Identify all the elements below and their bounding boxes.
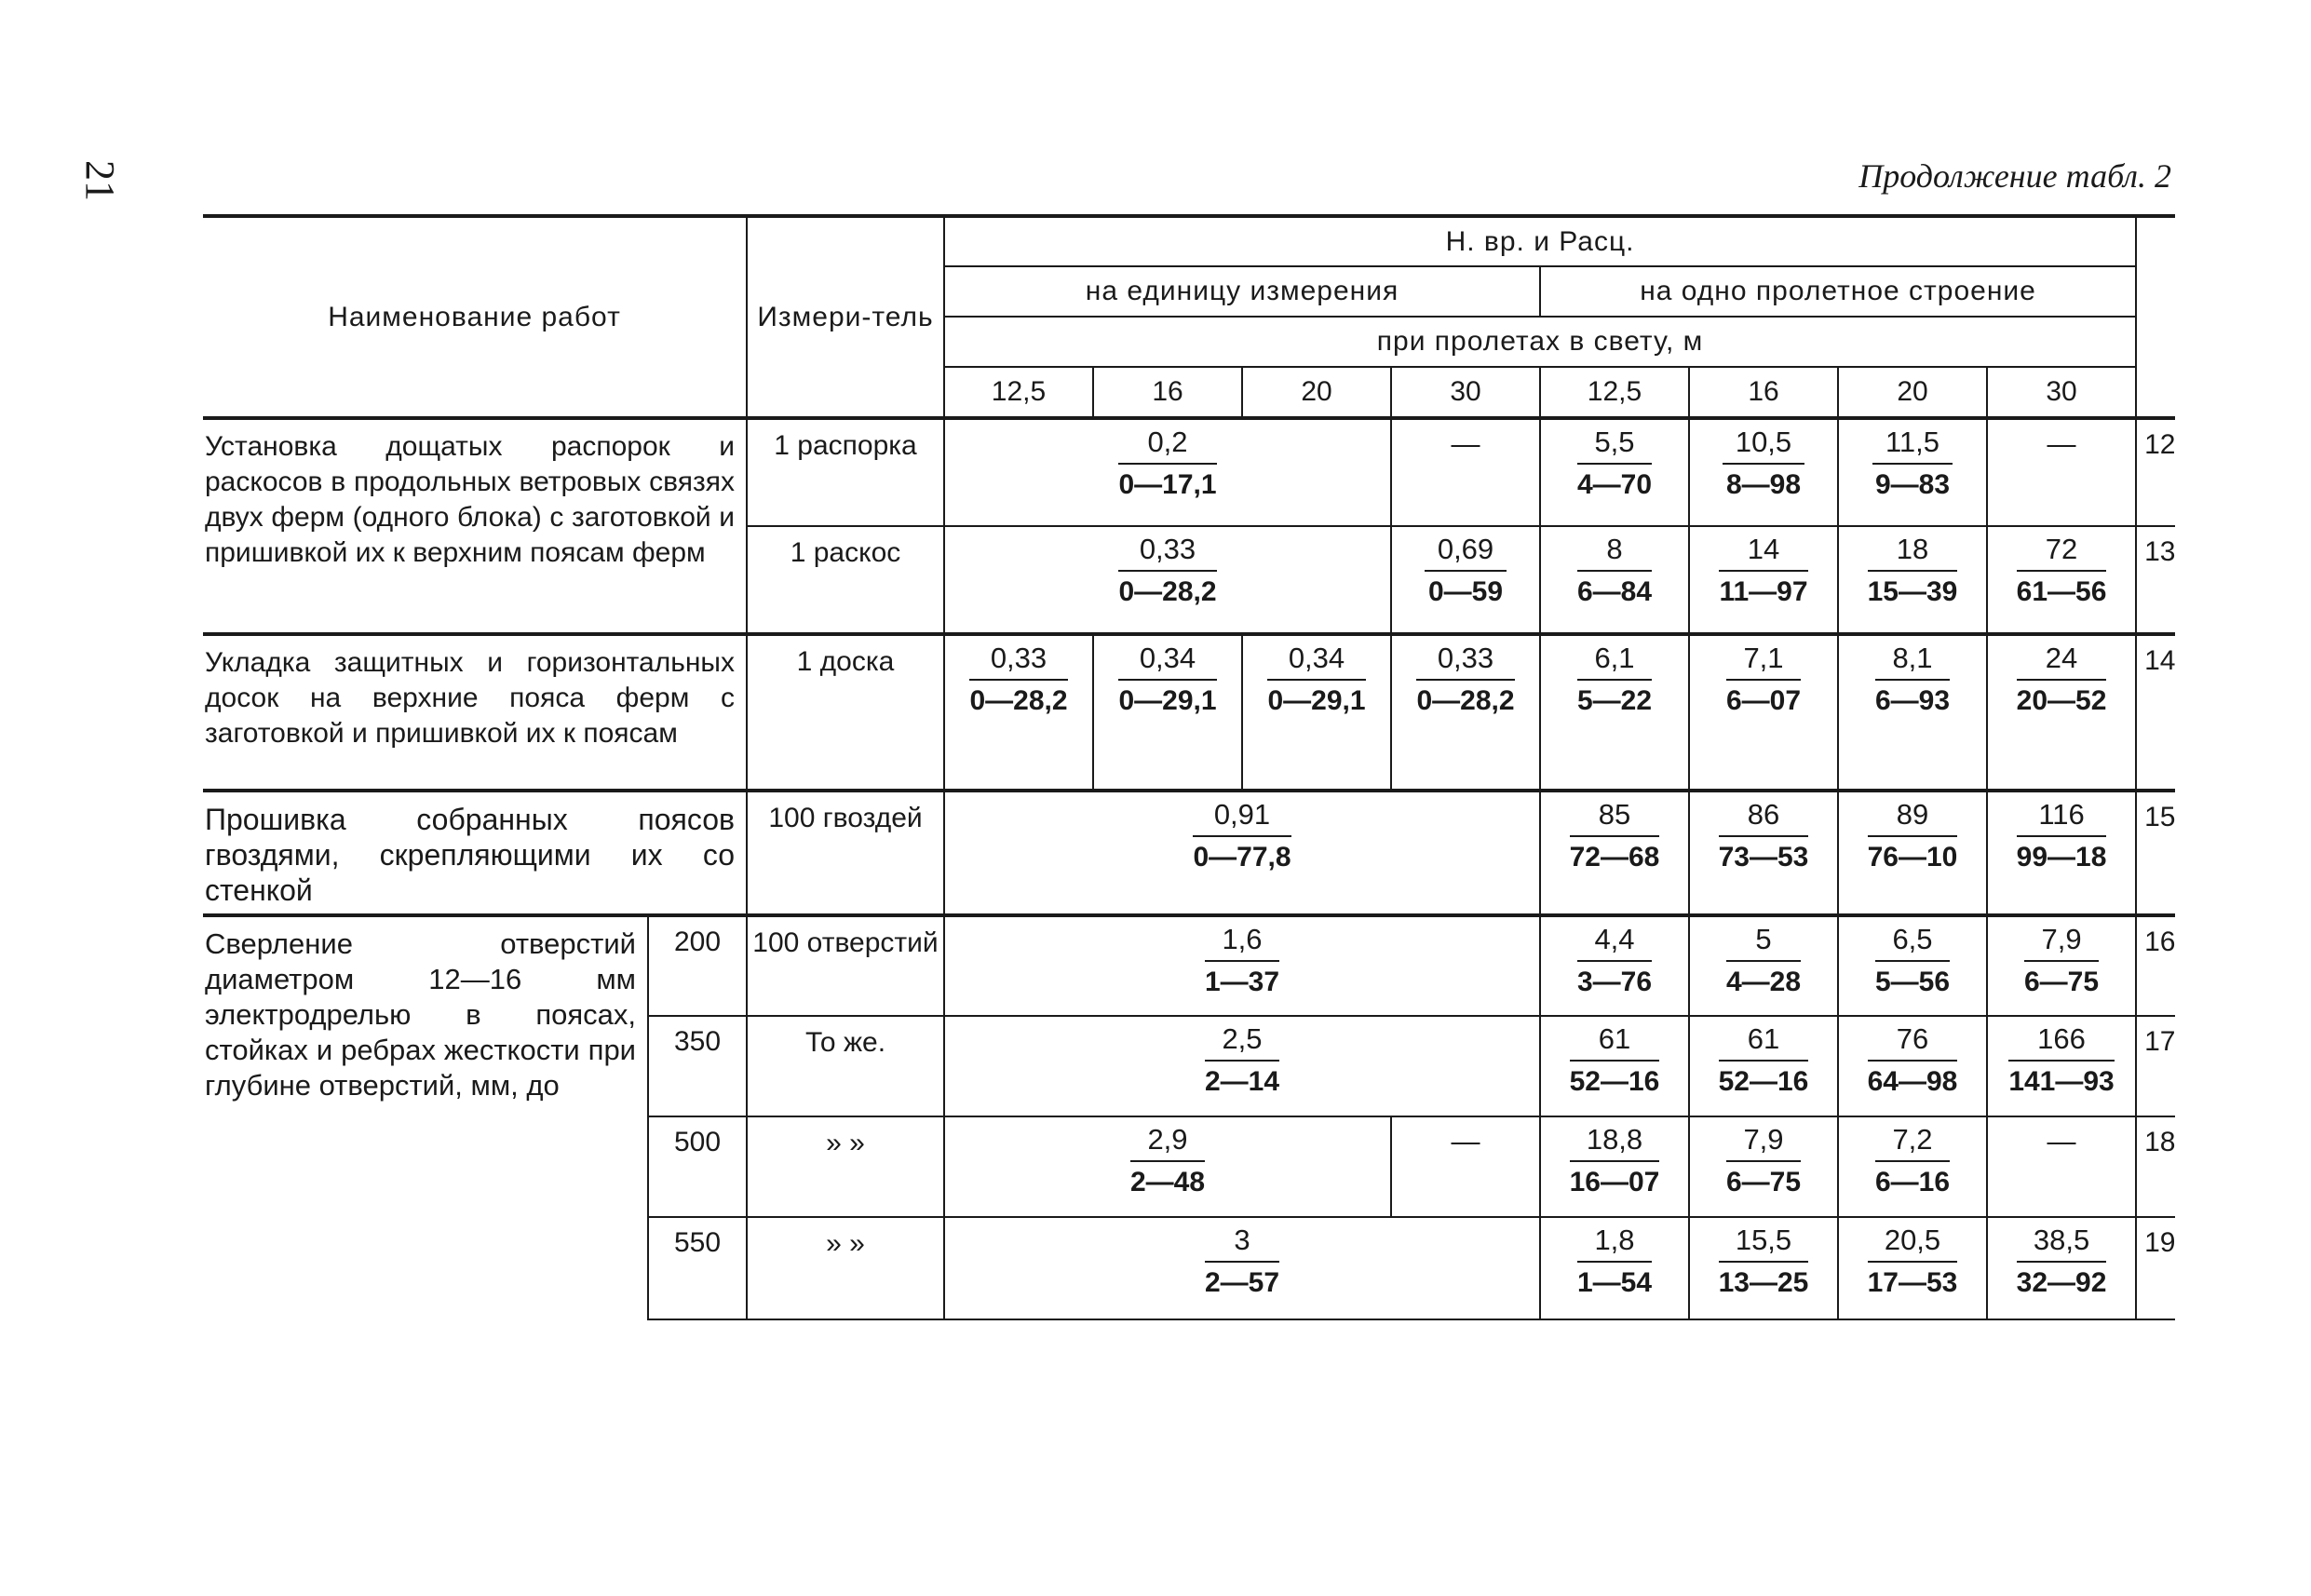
norm-fraction: $\frac{38,5}{32—92}$ — [2016, 1224, 2107, 1298]
work-name: Прошивка собранных поясов гвоздями, скрепляющими их со стенкой — [203, 791, 747, 915]
header-index-blank — [2136, 216, 2175, 418]
header-per-unit: на единицу измерения — [944, 266, 1540, 317]
norm-fraction: $\frac{2,9}{2—48}$ — [1129, 1123, 1206, 1197]
empty-dash: — — [2047, 1125, 2076, 1157]
norm-fraction: $\frac{8,1}{6—93}$ — [1874, 642, 1951, 716]
drill-depth: 500 — [648, 1116, 747, 1217]
norm-fraction: $\frac{0,91}{0—77,8}$ — [1193, 798, 1291, 872]
measure-unit: » » — [747, 1116, 944, 1217]
work-name: Укладка защитных и горизонтальных досок на верхние пояса ферм с заготовкой и пришивкой их к поясам — [203, 634, 747, 791]
norms-table — [203, 214, 2175, 1320]
norm-fraction: $\frac{85}{72—68}$ — [1569, 798, 1660, 872]
norm-fraction: $\frac{4,4}{3—76}$ — [1576, 923, 1653, 997]
row-index: 15 — [2136, 791, 2175, 915]
norm-fraction: $\frac{1,8}{1—54}$ — [1576, 1224, 1653, 1298]
row-index: 13 — [2136, 526, 2175, 634]
norm-fraction: $\frac{5}{4—28}$ — [1725, 923, 1802, 997]
norm-fraction: $\frac{6,1}{5—22}$ — [1576, 642, 1653, 716]
norm-fraction: $\frac{89}{76—10}$ — [1867, 798, 1958, 872]
empty-dash: — — [1451, 427, 1480, 460]
norm-fraction: $\frac{0,33}{0—28,2}$ — [1416, 642, 1515, 716]
header-per-span: на одно пролетное строение — [1540, 266, 2136, 317]
header-norm-title: Н. вр. и Расц. — [944, 216, 2136, 266]
norm-fraction: $\frac{11,5}{9—83}$ — [1872, 426, 1953, 502]
table-caption: Продолжение табл. 2 — [1858, 157, 2171, 195]
norm-fraction: $\frac{20,5}{17—53}$ — [1867, 1224, 1958, 1298]
norm-fraction: $\frac{8}{6—84}$ — [1576, 533, 1653, 607]
norm-fraction: $\frac{5,5}{4—70}$ — [1576, 426, 1653, 500]
norm-fraction: $\frac{61}{52—16}$ — [1718, 1022, 1809, 1097]
row-index: 19 — [2136, 1217, 2175, 1319]
measure-unit: 1 раскос — [747, 526, 944, 634]
measure-unit: 100 гвоздей — [747, 791, 944, 915]
norm-fraction: $\frac{2,5}{2—14}$ — [1204, 1022, 1280, 1097]
norm-fraction: $\frac{15,5}{13—25}$ — [1718, 1224, 1809, 1298]
norm-fraction: $\frac{6,5}{5—56}$ — [1874, 923, 1951, 997]
span-header: 16 — [1689, 367, 1838, 418]
span-header: 16 — [1093, 367, 1242, 418]
norm-fraction: $\frac{7,2}{6—16}$ — [1874, 1123, 1951, 1197]
row-index: 16 — [2136, 915, 2175, 1016]
norm-fraction: $\frac{0,33}{0—28,2}$ — [1118, 533, 1217, 607]
norm-fraction: $\frac{1,6}{1—37}$ — [1204, 923, 1280, 997]
span-header: 12,5 — [944, 367, 1093, 418]
row-index: 17 — [2136, 1016, 2175, 1116]
span-header: 30 — [1987, 367, 2136, 418]
work-name: Сверление отверстий диаметром 12—16 мм электродрелью в поясах, стойках и ребрах жесткости при глубине отверстий, мм, до — [203, 915, 648, 1319]
span-header: 20 — [1242, 367, 1391, 418]
norm-fraction: $\frac{0,33}{0—28,2}$ — [969, 642, 1068, 716]
norm-fraction: $\frac{10,5}{8—98}$ — [1723, 426, 1804, 502]
work-name: Установка дощатых распорок и раскосов в продольных ветровых связях двух ферм (одного блока) с заготовкой и пришивкой их к верхним поясам ферм — [203, 418, 747, 634]
norm-fraction: $\frac{7,9}{6—75}$ — [2024, 923, 2100, 997]
measure-unit: 100 отверстий — [747, 915, 944, 1016]
norm-fraction: $\frac{24}{20—52}$ — [2016, 642, 2107, 716]
drill-depth: 200 — [648, 915, 747, 1016]
norm-fraction: $\frac{76}{64—98}$ — [1867, 1022, 1958, 1097]
row-index: 14 — [2136, 634, 2175, 791]
norm-fraction: $\frac{7,1}{6—07}$ — [1725, 642, 1802, 716]
row-index: 12 — [2136, 418, 2175, 526]
empty-dash: — — [1451, 1125, 1480, 1157]
span-header: 12,5 — [1540, 367, 1689, 418]
norm-fraction: $\frac{61}{52—16}$ — [1569, 1022, 1660, 1097]
norm-fraction: $\frac{116}{99—18}$ — [2016, 798, 2107, 872]
header-measure: Измери-тель — [747, 216, 944, 418]
empty-dash: — — [2047, 427, 2076, 460]
row-index: 18 — [2136, 1116, 2175, 1217]
norm-fraction: $\frac{166}{141—93}$ — [2008, 1022, 2115, 1097]
measure-unit: » » — [747, 1217, 944, 1319]
header-spans-title: при пролетах в свету, м — [944, 317, 2136, 367]
norm-fraction: $\frac{0,34}{0—29,1}$ — [1118, 642, 1217, 716]
span-header: 30 — [1391, 367, 1540, 418]
norm-fraction: $\frac{14}{11—97}$ — [1719, 533, 1808, 607]
drill-depth: 550 — [648, 1217, 747, 1319]
page-number: 21 — [77, 160, 123, 201]
header-work-name: Наименование работ — [203, 216, 747, 418]
norm-fraction: $\frac{18,8}{16—07}$ — [1569, 1123, 1660, 1197]
norm-fraction: $\frac{86}{73—53}$ — [1718, 798, 1809, 872]
norm-fraction: $\frac{0,2}{0—17,1}$ — [1118, 426, 1217, 500]
measure-unit: 1 доска — [747, 634, 944, 791]
norm-fraction: $\frac{7,9}{6—75}$ — [1725, 1123, 1802, 1197]
norm-fraction: $\frac{0,34}{0—29,1}$ — [1267, 642, 1366, 716]
measure-unit: 1 распорка — [747, 418, 944, 526]
span-header: 20 — [1838, 367, 1987, 418]
norm-fraction: $\frac{3}{2—57}$ — [1204, 1224, 1280, 1298]
drill-depth: 350 — [648, 1016, 747, 1116]
norm-fraction: $\frac{0,69}{0—59}$ — [1425, 533, 1507, 609]
norm-fraction: $\frac{18}{15—39}$ — [1867, 533, 1958, 607]
norm-fraction: $\frac{72}{61—56}$ — [2016, 533, 2107, 607]
measure-unit: То же. — [747, 1016, 944, 1116]
